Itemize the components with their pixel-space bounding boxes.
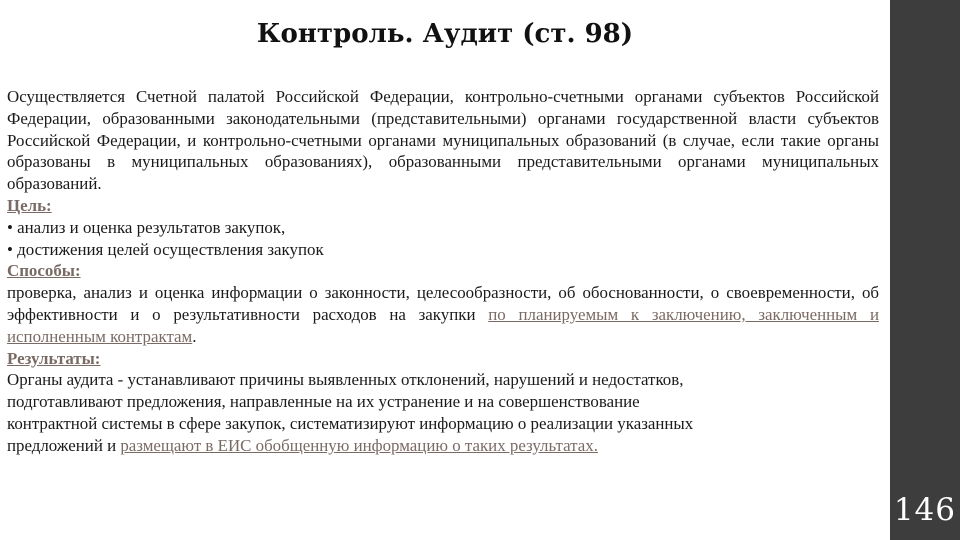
methods-paragraph xyxy=(7,282,879,347)
results-line: Органы аудита - устанавливают причины выявленных отклонений, нарушений и недостатков, xyxy=(7,370,684,390)
slide-content xyxy=(7,86,879,457)
results-line-last xyxy=(7,435,879,457)
methods-text-end: . xyxy=(192,326,197,346)
page-number: 146 xyxy=(893,492,956,528)
results-link[interactable]: размещают в ЕИС обобщенную информацию о таких результатах. xyxy=(120,435,598,455)
methods-heading: Способы: xyxy=(7,261,81,281)
goal-item: • анализ и оценка результатов закупок, xyxy=(7,217,286,237)
slide-sidebar xyxy=(890,0,960,540)
slide-title: Контроль. Аудит (ст. 98) xyxy=(256,19,634,49)
intro-paragraph: Осуществляется Счетной палатой Российской Федерации, контрольно-счетными органами субъектов Российской Федерации, образованными законодательными (представительными) органами государственной власти субъектов Российской Федерации, и контрольно-счетными органами муниципальных образований (в случае, если такие органы образованы в муниципальных образованиях), образованными представительными органами муниципальных образований. xyxy=(7,87,879,194)
results-text: предложений и xyxy=(7,435,121,455)
goal-heading: Цель: xyxy=(7,195,52,215)
results-line: подготавливают предложения, направленные на их устранение и на совершенствование xyxy=(7,392,640,412)
goal-item: • достижения целей осуществления закупок xyxy=(7,239,324,259)
results-line: контрактной системы в сфере закупок, систематизируют информацию о реализации указанных xyxy=(7,413,694,433)
methods-text: проверка, анализ и оценка информации о законности, целесообразности, об обоснованности, о своевременности, об эффективности и о результативности расходов на закупки xyxy=(7,283,879,324)
methods-link[interactable]: по планируемым к заключению, заключенным и исполненным контрактам xyxy=(7,304,879,346)
results-heading: Результаты: xyxy=(7,348,101,368)
